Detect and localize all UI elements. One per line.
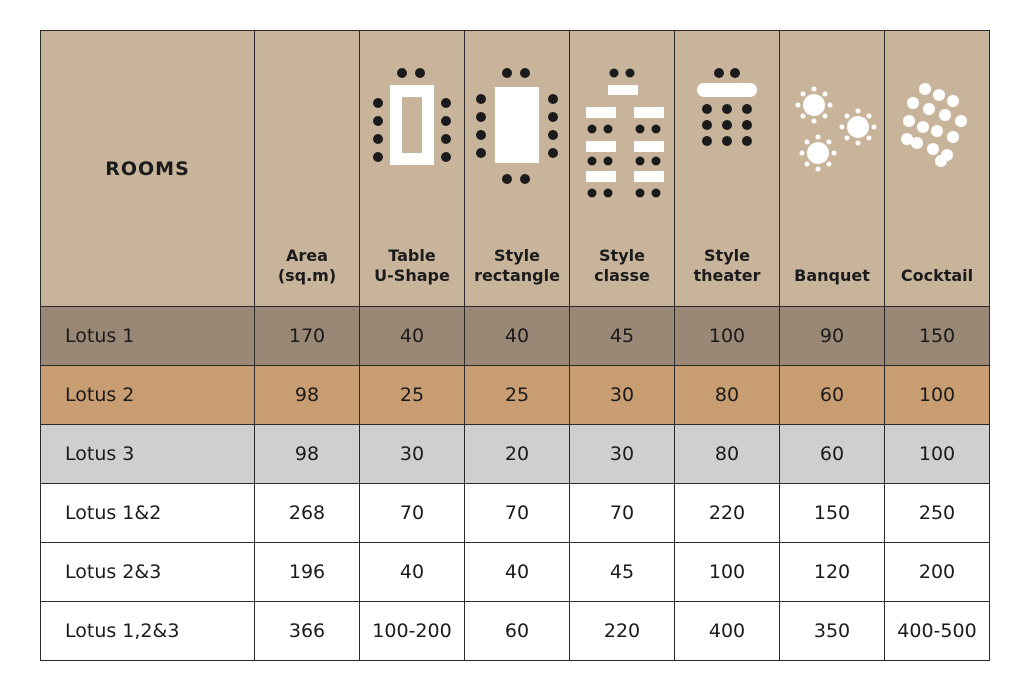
- u-shape-value-cell: 25: [360, 366, 465, 425]
- room-name-cell: Lotus 2&3: [41, 543, 255, 602]
- u-shape-value-cell: 40: [360, 543, 465, 602]
- banquet-header: [780, 31, 885, 307]
- banquet-value-cell: 60: [780, 425, 885, 484]
- rectangle-value-cell: 40: [465, 307, 570, 366]
- classroom-value-cell: 30: [570, 366, 675, 425]
- u-shape-header-line2: U-Shape: [374, 266, 450, 285]
- cocktail-value-cell: 250: [885, 484, 990, 543]
- rectangle-header: [465, 31, 570, 307]
- table-row: [41, 307, 990, 366]
- rooms-header: ROOMS: [41, 31, 255, 307]
- table-row: [41, 602, 990, 661]
- theater-value-cell: 80: [675, 425, 780, 484]
- cocktail-value-cell: 150: [885, 307, 990, 366]
- rectangle-header-line1: Style: [494, 246, 540, 265]
- u-shape-header: [360, 31, 465, 307]
- rectangle-value-cell: 40: [465, 543, 570, 602]
- theater-value-cell: 100: [675, 307, 780, 366]
- u-shape-value-cell: 70: [360, 484, 465, 543]
- cocktail-value-cell: 400-500: [885, 602, 990, 661]
- classroom-layout-icon: [574, 61, 670, 201]
- u-shape-layout-icon: [364, 61, 460, 201]
- u-shape-value-cell: 100-200: [360, 602, 465, 661]
- cocktail-header: [885, 31, 990, 307]
- room-name-cell: Lotus 2: [41, 366, 255, 425]
- table-row: [41, 543, 990, 602]
- classroom-value-cell: 70: [570, 484, 675, 543]
- theater-layout-icon: [679, 61, 775, 201]
- room-name-cell: Lotus 1&2: [41, 484, 255, 543]
- classroom-value-cell: 30: [570, 425, 675, 484]
- rectangle-value-cell: 60: [465, 602, 570, 661]
- banquet-value-cell: 350: [780, 602, 885, 661]
- rectangle-value-cell: 25: [465, 366, 570, 425]
- table-row: [41, 366, 990, 425]
- area-value-cell: 98: [255, 366, 360, 425]
- area-value-cell: 170: [255, 307, 360, 366]
- area-value-cell: 196: [255, 543, 360, 602]
- classroom-header: [570, 31, 675, 307]
- rectangle-value-cell: 20: [465, 425, 570, 484]
- classroom-value-cell: 45: [570, 307, 675, 366]
- u-shape-value-cell: 40: [360, 307, 465, 366]
- room-capacity-table: [40, 30, 990, 661]
- cocktail-layout-icon: [889, 61, 985, 201]
- theater-value-cell: 80: [675, 366, 780, 425]
- classroom-value-cell: 45: [570, 543, 675, 602]
- banquet-value-cell: 90: [780, 307, 885, 366]
- classroom-value-cell: 220: [570, 602, 675, 661]
- area-header-line1: Area: [286, 246, 328, 265]
- banquet-value-cell: 120: [780, 543, 885, 602]
- header-row: [41, 31, 990, 307]
- cocktail-value-cell: 100: [885, 366, 990, 425]
- room-name-cell: Lotus 1: [41, 307, 255, 366]
- rectangle-header-line2: rectangle: [474, 266, 560, 285]
- classroom-header-line2: classe: [594, 266, 650, 285]
- room-name-cell: Lotus 1,2&3: [41, 602, 255, 661]
- theater-header: [675, 31, 780, 307]
- table-row: [41, 484, 990, 543]
- cocktail-value-cell: 200: [885, 543, 990, 602]
- area-header: [255, 31, 360, 307]
- u-shape-header-line1: Table: [388, 246, 436, 265]
- cocktail-value-cell: 100: [885, 425, 990, 484]
- rectangle-value-cell: 70: [465, 484, 570, 543]
- classroom-header-line1: Style: [599, 246, 645, 265]
- capacity-table-container: [40, 30, 989, 649]
- theater-value-cell: 100: [675, 543, 780, 602]
- area-header-line2: (sq.m): [277, 266, 337, 285]
- area-value-cell: 366: [255, 602, 360, 661]
- banquet-layout-icon: [784, 61, 880, 201]
- cocktail-header-line1: Cocktail: [900, 266, 974, 285]
- theater-header-line2: theater: [693, 266, 761, 285]
- banquet-header-line1: Banquet: [794, 266, 870, 285]
- area-value-cell: 268: [255, 484, 360, 543]
- area-value-cell: 98: [255, 425, 360, 484]
- banquet-value-cell: 150: [780, 484, 885, 543]
- theater-value-cell: 400: [675, 602, 780, 661]
- table-row: [41, 425, 990, 484]
- rectangle-layout-icon: [469, 61, 565, 201]
- u-shape-value-cell: 30: [360, 425, 465, 484]
- theater-value-cell: 220: [675, 484, 780, 543]
- room-name-cell: Lotus 3: [41, 425, 255, 484]
- theater-header-line1: Style: [704, 246, 750, 265]
- banquet-value-cell: 60: [780, 366, 885, 425]
